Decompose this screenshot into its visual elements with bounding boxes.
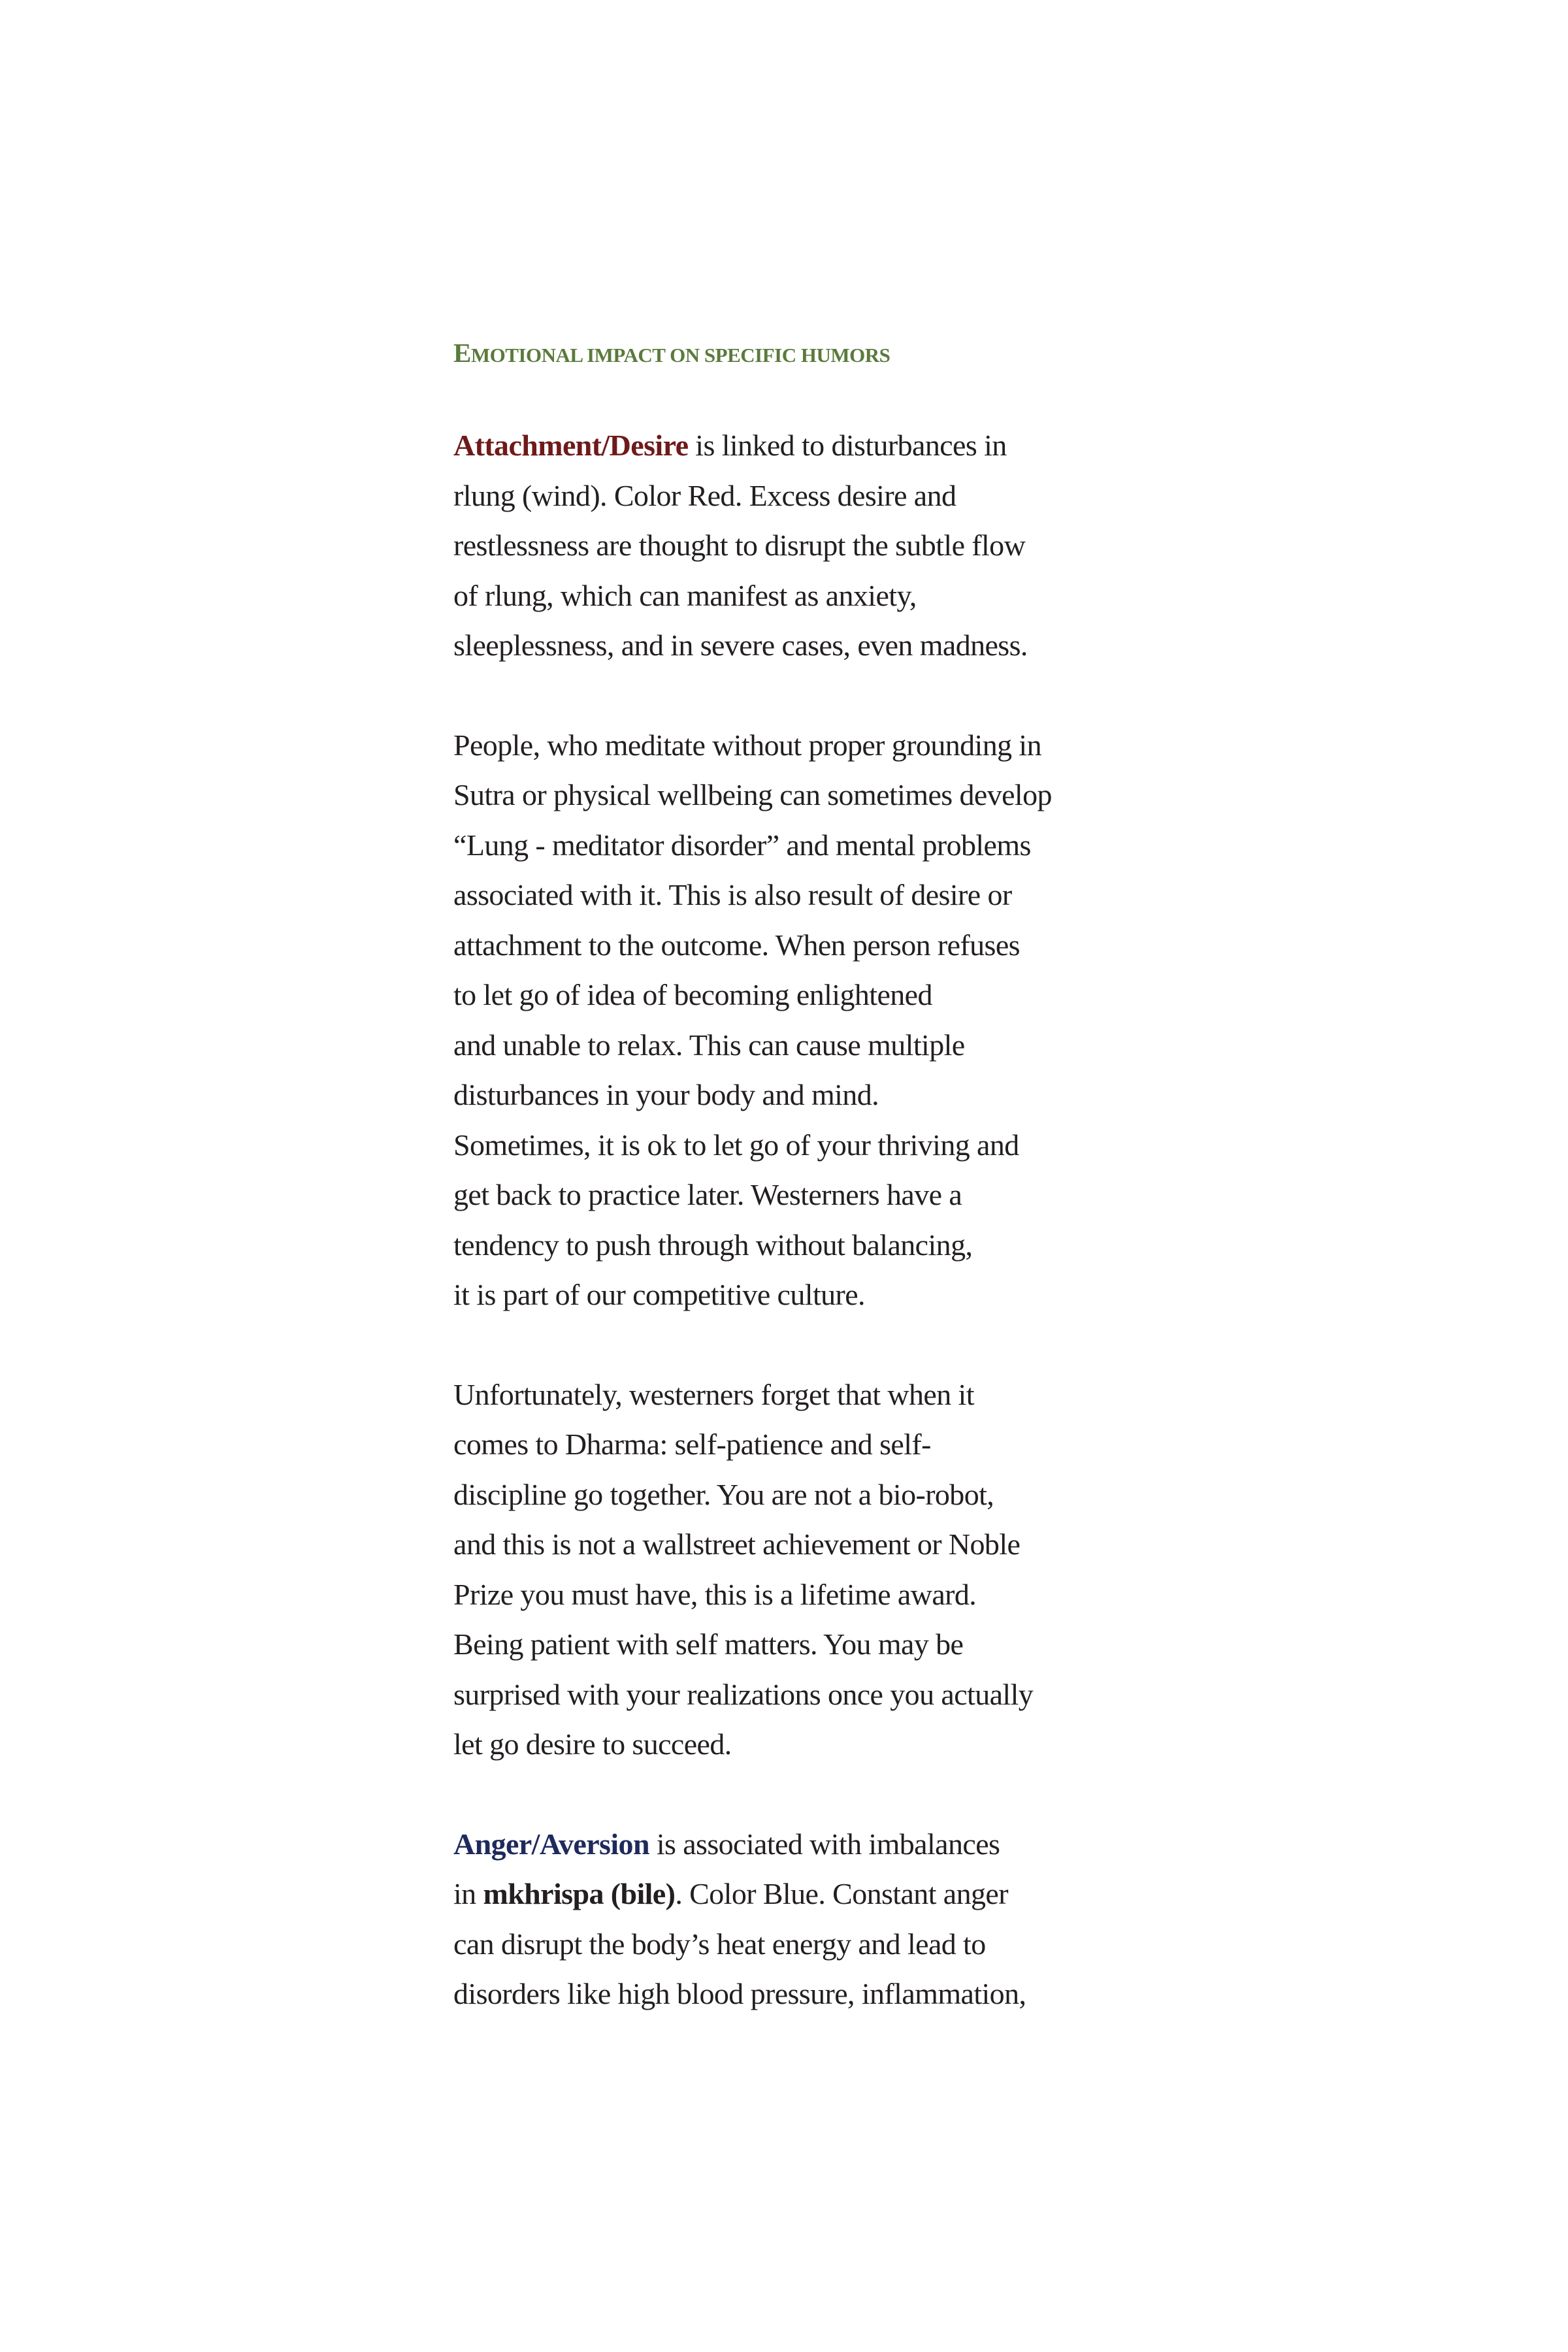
paragraph-line: associated with it. This is also result of desire or (453, 878, 1012, 911)
paragraph-line: let go desire to succeed. (453, 1727, 732, 1761)
paragraph-line: Unfortunately, westerners forget that when it (453, 1377, 974, 1411)
paragraph-line: can disrupt the body’s heat energy and lead to (453, 1927, 986, 1961)
paragraph-line: People, who meditate without proper grounding in (453, 728, 1041, 762)
paragraph-westerners-dharma (453, 1370, 1146, 1770)
heading-initial: E (453, 338, 471, 368)
paragraph-line (453, 1869, 1146, 1919)
paragraph-line: tendency to push through without balancing, (453, 1228, 973, 1262)
section-heading (453, 333, 1146, 375)
paragraph-line (453, 421, 1146, 471)
paragraph-line: restlessness are thought to disrupt the subtle flow (453, 529, 1026, 562)
paragraph-line: Sometimes, it is ok to let go of your thriving and (453, 1128, 1019, 1162)
paragraph-meditator-disorder (453, 721, 1146, 1320)
term-mkhrispa: mkhrispa (bile) (483, 1877, 676, 1910)
paragraph-line-text: . Color Blue. Constant anger (675, 1877, 1008, 1910)
paragraph-line-text: in (453, 1877, 483, 1910)
paragraph-line: surprised with your realizations once you actually (453, 1677, 1034, 1711)
paragraph-line: it is part of our competitive culture. (453, 1278, 865, 1311)
paragraph-line: discipline go together. You are not a bio-robot, (453, 1477, 994, 1511)
paragraph-line: disturbances in your body and mind. (453, 1078, 879, 1111)
paragraph-line: and unable to relax. This can cause multiple (453, 1028, 965, 1062)
text-column (453, 333, 1146, 2019)
paragraph-line-text: is associated with imbalances (649, 1827, 1000, 1861)
term-anger-aversion: Anger/Aversion (453, 1827, 649, 1861)
paragraph-anger-aversion (453, 1820, 1146, 2019)
heading-rest: MOTIONAL IMPACT ON SPECIFIC HUMORS (470, 344, 890, 367)
paragraph-line: attachment to the outcome. When person refuses (453, 928, 1020, 962)
paragraph-line: and this is not a wallstreet achievement or Noble (453, 1527, 1021, 1561)
paragraph-line: get back to practice later. Westerners have a (453, 1178, 962, 1211)
paragraph-line: rlung (wind). Color Red. Excess desire and (453, 478, 956, 512)
paragraph-line-text: is linked to disturbances in (688, 429, 1007, 462)
paragraph-line: of rlung, which can manifest as anxiety, (453, 578, 917, 612)
paragraph-line (453, 1820, 1146, 1870)
paragraph-attachment-desire (453, 421, 1146, 671)
paragraph-line: Sutra or physical wellbeing can sometimes develop (453, 778, 1052, 811)
term-attachment-desire: Attachment/Desire (453, 429, 689, 462)
paragraph-line: Being patient with self matters. You may be (453, 1627, 964, 1661)
paragraph-line: disorders like high blood pressure, inflammation, (453, 1977, 1026, 2010)
paragraph-line: comes to Dharma: self-patience and self- (453, 1428, 931, 1461)
paragraph-line: Prize you must have, this is a lifetime award. (453, 1577, 977, 1611)
paragraph-line: “Lung - meditator disorder” and mental problems (453, 828, 1031, 862)
paragraph-line: to let go of idea of becoming enlightened (453, 978, 932, 1011)
paragraph-line: sleeplessness, and in severe cases, even madness. (453, 629, 1028, 662)
